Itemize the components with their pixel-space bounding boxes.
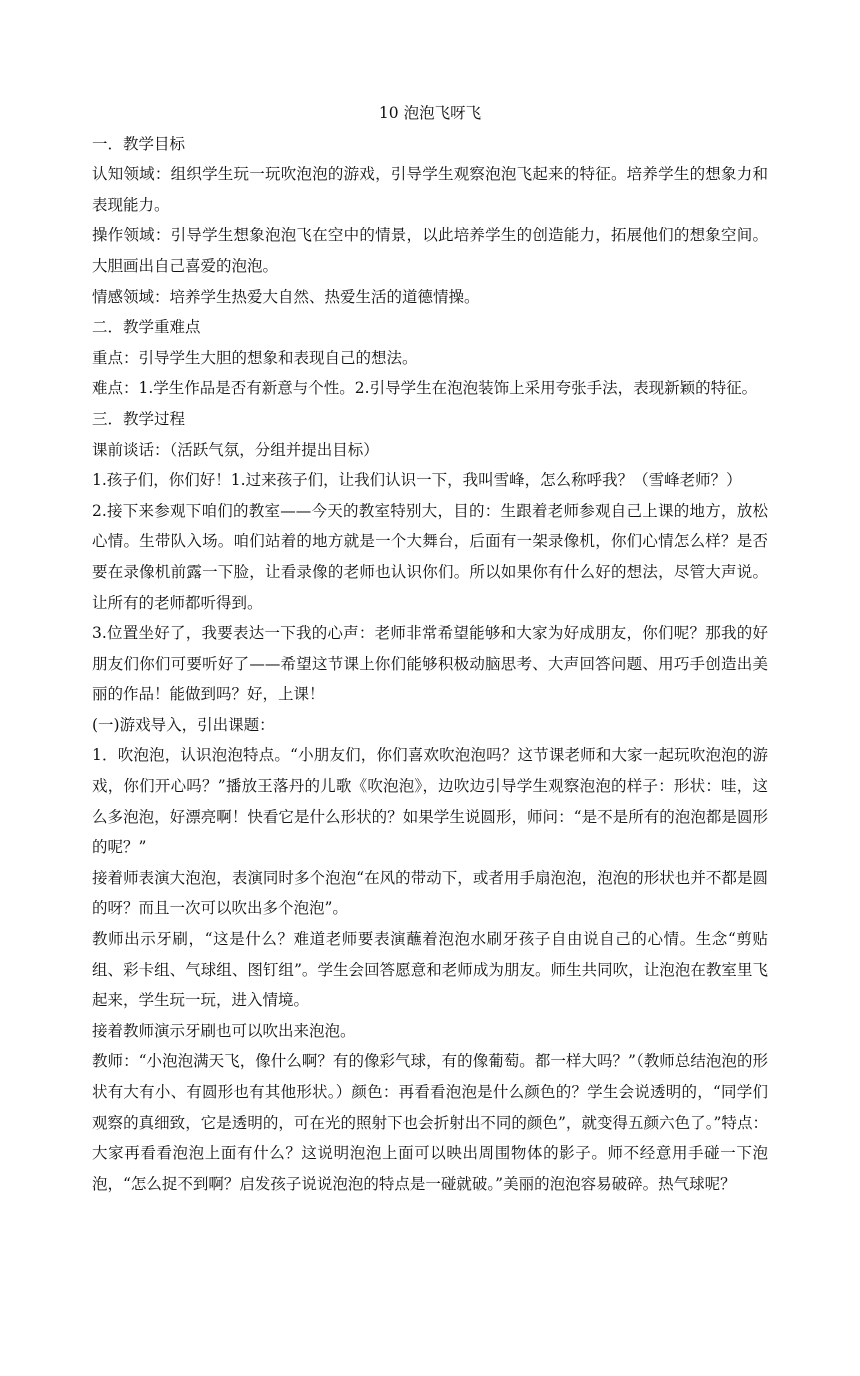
document-page: [92, 98, 768, 1199]
paragraph-teacher-summary: 教师：“小泡泡满天飞，像什么啊？有的像彩气球，有的像葡萄。都一样大吗？”（教师总结泡泡的形状有大有小、有圆形也有其他形状。）颜色：再看看泡泡是什么颜色的？学生会说透明的，“同学们观察的真细致，它是透明的，可在光的照射下也会折射出不同的颜色”，就变得五颜六色了。”特点：大家再看看泡泡上面有什么？这说明泡泡上面可以映出周围物体的影子。师不经意用手碰一下泡泡，“怎么捉不到啊？启发孩子说说泡泡的特点是一碰就破。”美丽的泡泡容易破碎。热气球呢？: [92, 1052, 768, 1193]
paragraph-step-1: 1.孩子们，你们好！1.过来孩子们，让我们认识一下，我叫雪峰，怎么称呼我？（雪峰老师？）: [92, 471, 742, 490]
paragraph-step-3: 3.位置坐好了，我要表达一下我的心声：老师非常希望能够和大家为好成朋友，你们呢？那我的好朋友们你们可要听好了——希望这节课上你们能够积极动脑思考、大声回答问题、用巧手创造出美丽的作品！能做到吗？好，上课！: [92, 624, 768, 704]
paragraph-blow-bubbles: 1．吹泡泡，认识泡泡特点。“小朋友们，你们喜欢吹泡泡吗？这节课老师和大家一起玩吹泡泡的游戏，你们开心吗？”播放王落丹的儿歌《吹泡泡》，边吹边引导学生观察泡泡的样子：形状：哇，这么多泡泡，好漂亮啊！快看它是什么形状的？如果学生说圆形，师问：“是不是所有的泡泡都是圆形的呢？”: [92, 746, 768, 857]
paragraph-pre-class-talk: 课前谈话：（活跃气氛，分组并提出目标）: [92, 440, 379, 459]
paragraph-operation: 操作领域：引导学生想象泡泡飞在空中的情景，以此培养学生的创造能力，拓展他们的想象空间。大胆画出自己喜爱的泡泡。: [92, 226, 768, 275]
section-heading-objectives: 一．教学目标: [92, 134, 186, 153]
paragraph-big-bubble: 接着师表演大泡泡，表演同时多个泡泡“在风的带动下，或者用手扇泡泡，泡泡的形状也并不都是圆的呀？而且一次可以吹出多个泡泡”。: [92, 868, 768, 918]
paragraph-difficulty: 难点：1.学生作品是否有新意与个性。2.引导学生在泡泡装饰上采用夸张手法，表现新颖的特征。: [92, 379, 758, 398]
section-heading-process: 三．教学过程: [92, 409, 186, 428]
document-title: 10 泡泡飞呀飞: [378, 104, 482, 122]
paragraph-toothbrush: 教师出示牙刷，“这是什么？难道老师要表演蘸着泡泡水刷牙孩子自由说自己的心情。生念“剪贴组、彩卡组、气球组、图钉组”。学生会回答愿意和老师成为朋友。师生共同吹，让泡泡在教室里飞起来，学生玩一玩，进入情境。: [92, 930, 768, 1010]
paragraph-cognitive: 认知领域：组织学生玩一玩吹泡泡的游戏，引导学生观察泡泡飞起来的特征。培养学生的想象力和表现能力。: [92, 165, 768, 214]
paragraph-toothbrush-demo: 接着教师演示牙刷也可以吹出来泡泡。: [92, 1021, 356, 1040]
subsection-heading-game: (一)游戏导入，引出课题：: [92, 715, 275, 734]
paragraph-key-point: 重点：引导学生大胆的想象和表现自己的想法。: [92, 348, 418, 367]
section-heading-key-points: 二．教学重难点: [92, 318, 201, 337]
paragraph-step-2: 2.接下来参观下咱们的教室——今天的教室特别大，目的：生跟着老师参观自己上课的地方，放松心情。生带队入场。咱们站着的地方就是一个大舞台，后面有一架录像机，你们心情怎么样？是否要在录像机前露一下脸，让看录像的老师也认识你们。所以如果你有什么好的想法，尽管大声说。让所有的老师都听得到。: [92, 501, 768, 612]
paragraph-emotion: 情感领域：培养学生热爱大自然、热爱生活的道德情操。: [92, 287, 480, 306]
